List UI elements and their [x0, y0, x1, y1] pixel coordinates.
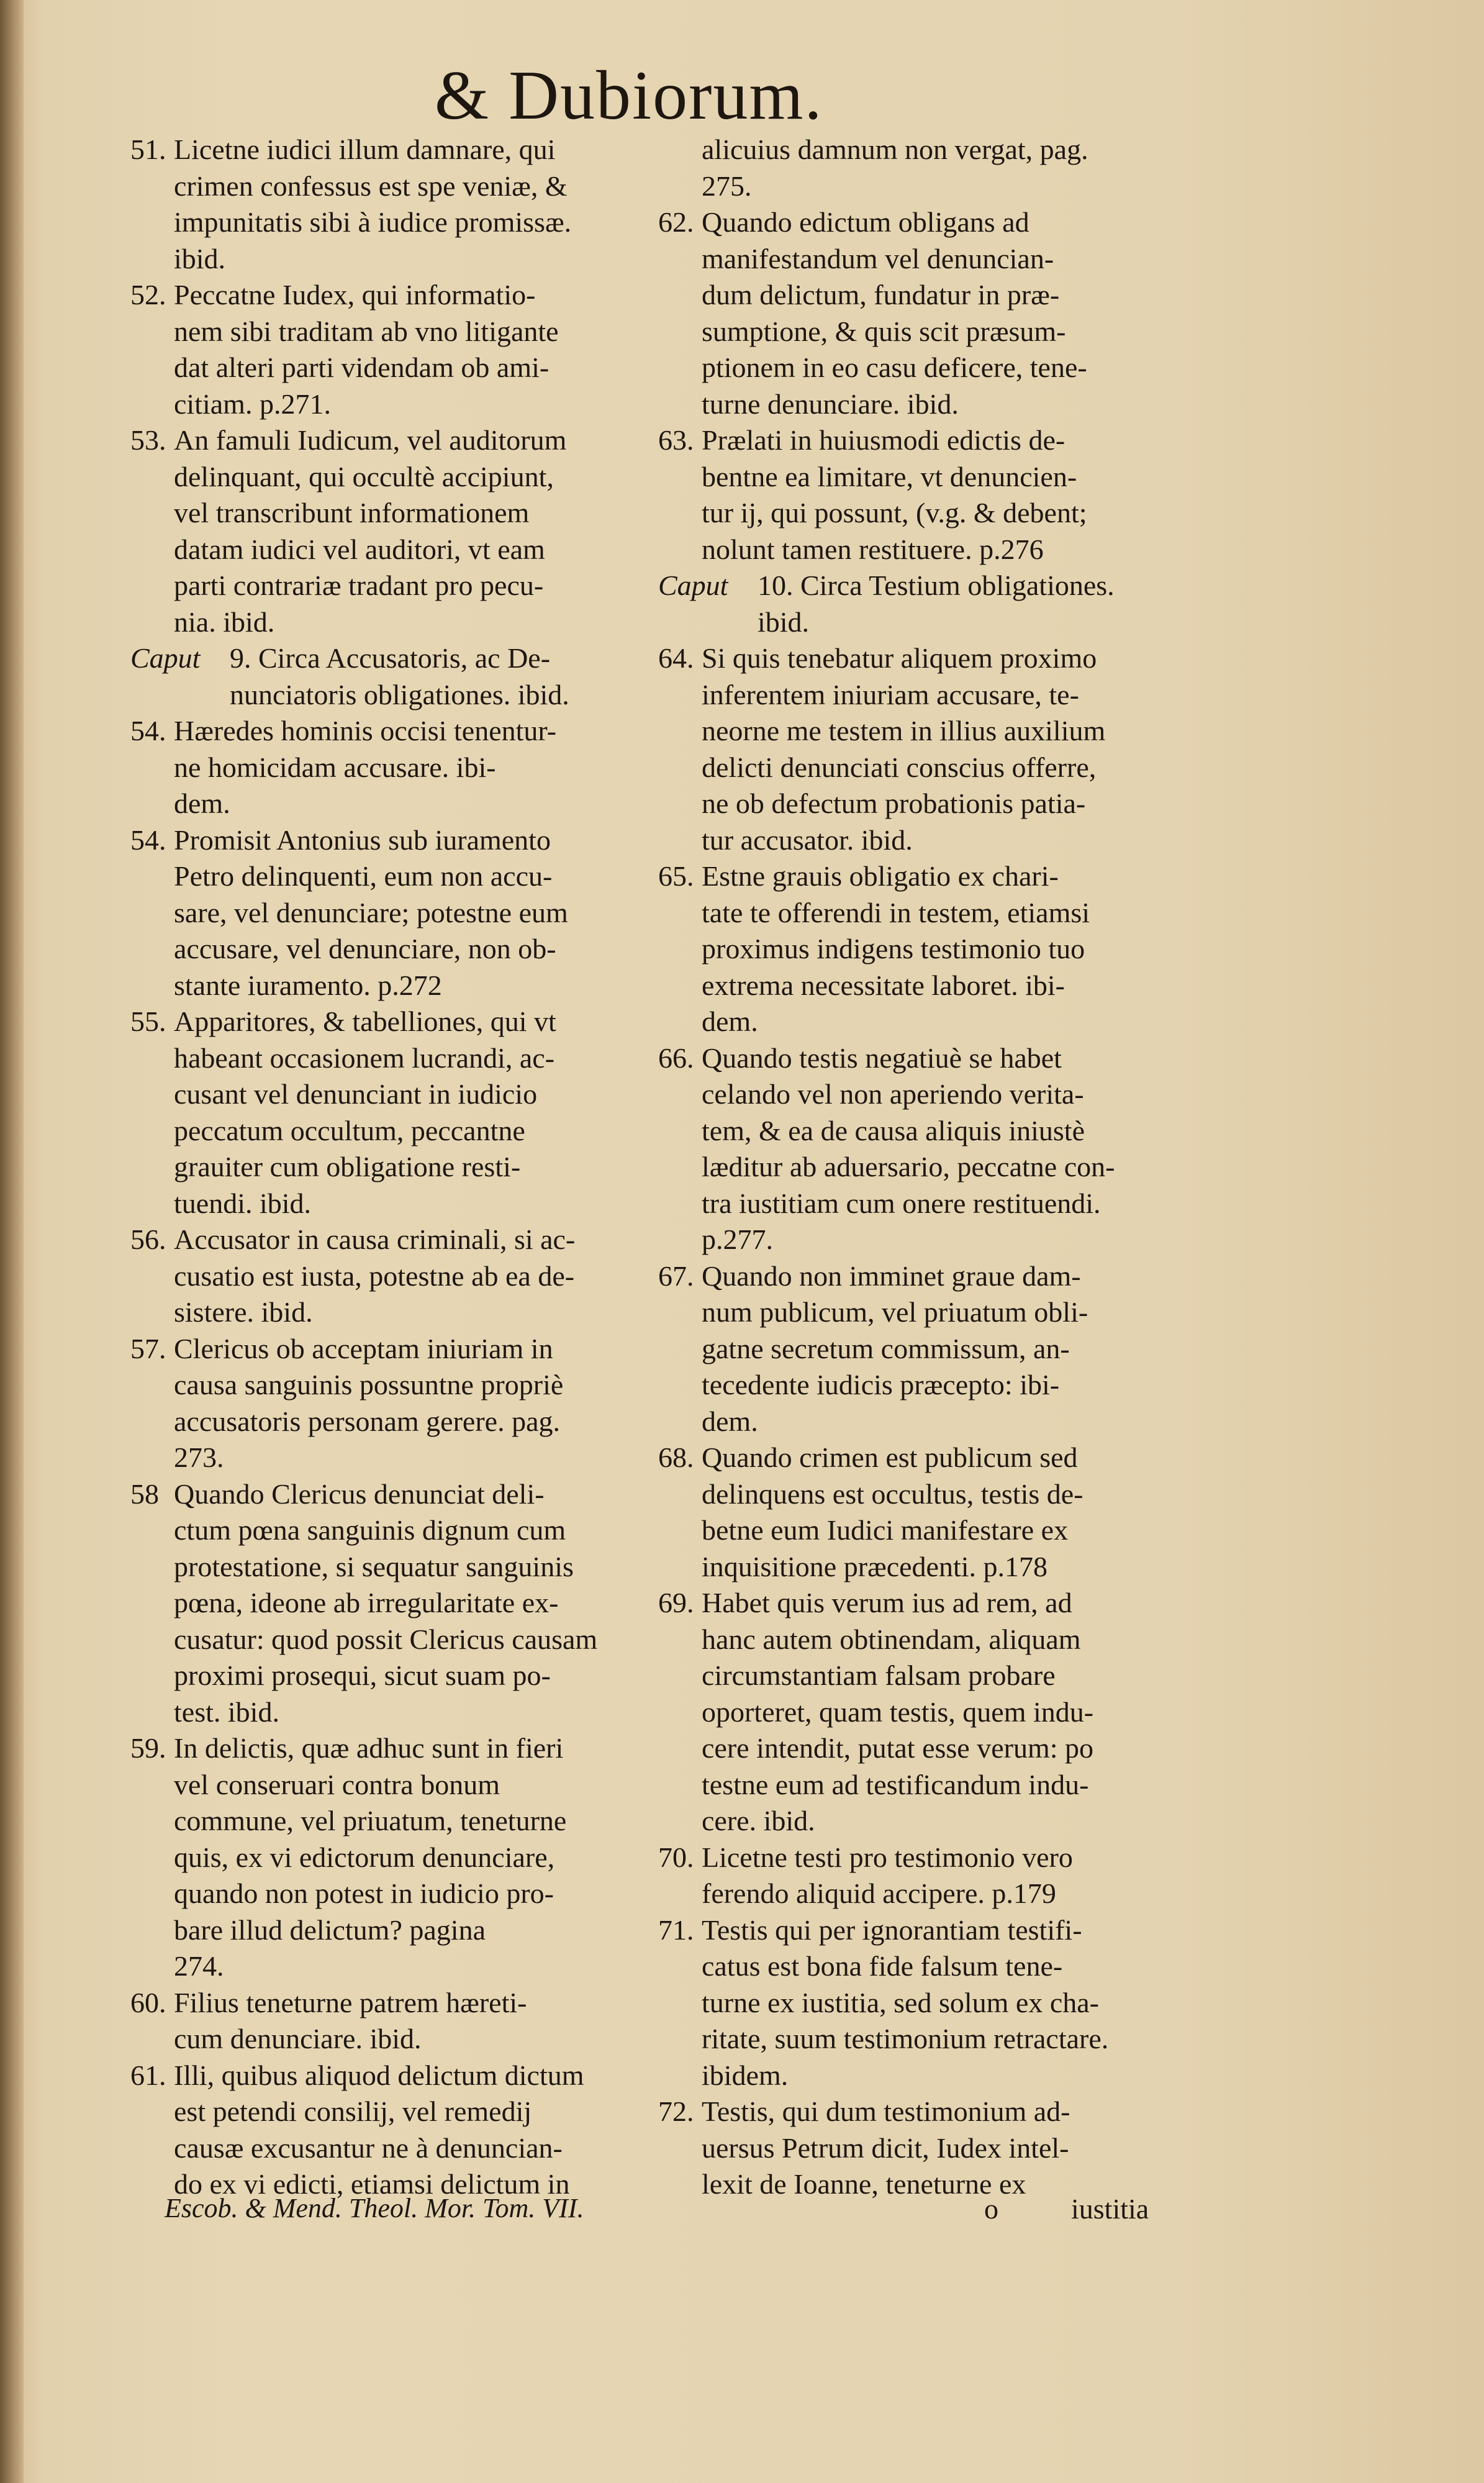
footer-signature-line: Escob. & Mend. Theol. Mor. Tom. VII. — [165, 2193, 584, 2223]
entry-line: ibidem. — [702, 2059, 789, 2091]
left-column — [130, 132, 627, 2203]
entry-line: bare illud delictum? pagina — [174, 1913, 486, 1946]
index-entry — [130, 1476, 627, 1731]
entry-number: 52. — [130, 279, 166, 311]
index-entry — [130, 1730, 627, 1985]
entry-line: habeant occasionem lucrandi, ac- — [174, 1042, 555, 1074]
entry-line: inferentem iniuriam accusare, te- — [702, 678, 1079, 710]
entry-line: stante iuramento. p.272 — [174, 969, 442, 1001]
entry-line: dem. — [174, 788, 230, 819]
entry-line: sare, vel denunciare; potestne eum — [174, 896, 568, 928]
entry-line: Promisit Antonius sub iuramento — [174, 824, 551, 856]
index-entry — [658, 2094, 1155, 2203]
entry-number: 63. — [658, 424, 694, 456]
entry-line: tecedente iudicis præcepto: ibi- — [702, 1369, 1060, 1400]
entry-line: Quando edictum obligans ad — [702, 206, 1029, 238]
entry-line: alicuius damnum non vergat, pag. — [702, 134, 1088, 165]
entry-line: In delictis, quæ adhuc sunt in fieri — [174, 1732, 564, 1764]
entry-line: vel transcribunt informationem — [174, 497, 530, 529]
index-entry — [130, 822, 627, 1004]
entry-line: proximi prosequi, sicut suam po- — [174, 1659, 551, 1691]
entry-line: Licetne iudici illum damnare, qui — [174, 134, 556, 165]
entry-line: Quando non imminet graue dam- — [702, 1260, 1081, 1292]
index-entry — [658, 1440, 1155, 1585]
entry-line: cere. ibid. — [702, 1805, 815, 1836]
entry-line: cusatio est iusta, potestne ab ea de- — [174, 1260, 575, 1292]
index-entry — [130, 1222, 627, 1331]
entry-number: 68. — [658, 1441, 694, 1473]
entry-line: 275. — [702, 170, 752, 202]
index-entry — [130, 1331, 627, 1476]
entry-number: 64. — [658, 642, 694, 674]
entry-line: accusatoris personam gerere. pag. — [174, 1405, 560, 1437]
entry-line: 273. — [174, 1441, 224, 1473]
catchword: iustitia — [1071, 2193, 1149, 2225]
entry-line: quando non potest in iudicio pro- — [174, 1877, 554, 1909]
entry-line: Hæredes hominis occisi tenentur- — [174, 715, 557, 747]
running-header: & Dubiorum. — [435, 57, 823, 134]
entry-line: catus est bona fide falsum tene- — [702, 1950, 1063, 1982]
entry-line: p.277. — [702, 1223, 773, 1255]
entry-line: Estne grauis obligatio ex chari- — [702, 860, 1059, 892]
entry-line: Clericus ob acceptam iniuriam in — [174, 1332, 553, 1364]
entry-line: An famuli Iudicum, vel auditorum — [174, 424, 567, 456]
entry-line: delinquant, qui occultè accipiunt, — [174, 460, 554, 493]
entry-line: vel conseruari contra bonum — [174, 1768, 500, 1800]
index-entry — [130, 1985, 627, 2058]
index-entry — [658, 640, 1155, 858]
entry-line: ctum pœna sanguinis dignum cum — [174, 1514, 566, 1546]
entry-number: 66. — [658, 1042, 694, 1074]
entry-line: protestatione, si sequatur sanguinis — [174, 1550, 574, 1582]
entry-line: crimen confessus est spe veniæ, & — [174, 170, 568, 202]
entry-line: turne ex iustitia, sed solum ex cha- — [702, 1986, 1100, 2018]
entry-number: 61. — [130, 2059, 166, 2091]
index-entry — [658, 568, 1155, 640]
entry-line: test. ibid. — [174, 1695, 279, 1728]
entry-number: 54. — [130, 715, 166, 747]
entry-line: dum delictum, fundatur in præ- — [702, 279, 1060, 311]
entry-line: uersus Petrum dicit, Iudex intel- — [702, 2131, 1069, 2164]
entry-line: Si quis tenebatur aliquem proximo — [702, 642, 1097, 674]
entry-line: læditur ab aduersario, peccatne con- — [702, 1151, 1115, 1182]
index-entry — [130, 422, 627, 640]
entry-line: peccatum occultum, peccantne — [174, 1114, 525, 1146]
entry-line: Apparitores, & tabelliones, qui vt — [174, 1005, 556, 1037]
entry-line: nia. ibid. — [174, 606, 275, 638]
index-entry — [130, 1004, 627, 1222]
index-entry — [658, 422, 1155, 568]
entry-line: citiam. p.271. — [174, 388, 331, 420]
entry-number: 51. — [130, 134, 166, 165]
index-entry — [658, 132, 1155, 204]
entry-number: 70. — [658, 1841, 694, 1873]
entry-line: circumstantiam falsam probare — [702, 1659, 1056, 1691]
entry-line: 9. Circa Accusatoris, ac De- — [230, 642, 551, 674]
entry-line: ibid. — [758, 606, 810, 638]
entry-line: bentne ea limitare, vt denuncien- — [702, 460, 1077, 493]
entry-line: commune, vel priuatum, teneturne — [174, 1805, 567, 1836]
page-gutter — [0, 0, 24, 2483]
entry-line: Habet quis verum ius ad rem, ad — [702, 1587, 1072, 1618]
entry-number: 62. — [658, 206, 694, 238]
entry-line: Filius teneturne patrem hæreti- — [174, 1986, 527, 2018]
entry-line: grauiter cum obligatione resti- — [174, 1151, 521, 1182]
index-entry — [658, 1040, 1155, 1258]
index-entry — [130, 2058, 627, 2203]
entry-line: tra iustitiam cum onere restituendi. — [702, 1187, 1101, 1219]
entry-line: extrema necessitate laboret. ibi- — [702, 969, 1065, 1001]
entry-number: 71. — [658, 1913, 694, 1946]
entry-number: 59. — [130, 1732, 166, 1764]
entry-number: 53. — [130, 424, 166, 456]
entry-line: do ex vi edicti, etiamsi delictum in — [174, 2168, 570, 2200]
entry-line: Testis qui per ignorantiam testifi- — [702, 1913, 1082, 1946]
right-column — [658, 132, 1155, 2203]
entry-number: 65. — [658, 860, 694, 892]
index-entry — [130, 277, 627, 422]
entry-line: nunciatoris obligationes. ibid. — [230, 678, 569, 710]
entry-line: ferendo aliquid accipere. p.179 — [702, 1877, 1056, 1909]
entry-number: 67. — [658, 1260, 694, 1292]
entry-line: nolunt tamen restituere. p.276 — [702, 533, 1044, 565]
entry-number: 57. — [130, 1332, 166, 1364]
entry-line: Quando crimen est publicum sed — [702, 1441, 1078, 1473]
index-entry — [130, 640, 627, 713]
entry-line: causa sanguinis possuntne propriè — [174, 1369, 564, 1400]
entry-line: nem sibi traditam ab vno litigante — [174, 315, 559, 347]
chapter-label: Caput — [130, 642, 201, 674]
entry-line: proximus indigens testimonio tuo — [702, 933, 1085, 965]
index-entry — [658, 858, 1155, 1040]
entry-line: ptionem in eo casu deficere, tene- — [702, 352, 1087, 383]
entry-line: cum denunciare. ibid. — [174, 2023, 422, 2054]
entry-line: impunitatis sibi à iudice promissæ. — [174, 206, 572, 238]
index-entry — [658, 1840, 1155, 1912]
index-entry — [130, 132, 627, 277]
entry-line: datam iudici vel auditori, vt eam — [174, 533, 545, 565]
entry-line: testne eum ad testificandum indu- — [702, 1768, 1089, 1800]
entry-line: tuendi. ibid. — [174, 1187, 312, 1219]
entry-line: tem, & ea de causa aliquis iniustè — [702, 1114, 1085, 1146]
entry-line: accusare, vel denunciare, non ob- — [174, 933, 556, 965]
index-entry — [658, 1585, 1155, 1840]
entry-line: Accusator in causa criminali, si ac- — [174, 1223, 576, 1255]
entry-line: neorne me testem in illius auxilium — [702, 715, 1106, 747]
entry-line: Testis, qui dum testimonium ad- — [702, 2095, 1070, 2127]
entry-line: cusatur: quod possit Clericus causam — [174, 1623, 598, 1655]
index-entry — [658, 1258, 1155, 1440]
entry-line: lexit de Ioanne, teneturne ex — [702, 2168, 1026, 2200]
entry-number: 55. — [130, 1005, 166, 1037]
entry-line: tate te offerendi in testem, etiamsi — [702, 896, 1090, 928]
entry-line: Quando Clericus denunciat deli- — [174, 1478, 545, 1510]
entry-line: pœna, ideone ab irregularitate ex- — [174, 1587, 559, 1618]
entry-number: 60. — [130, 1986, 166, 2018]
entry-line: tur accusator. ibid. — [702, 824, 913, 856]
entry-line: ibid. — [174, 242, 226, 275]
entry-line: 274. — [174, 1950, 224, 1982]
entry-line: manifestandum vel denuncian- — [702, 242, 1054, 275]
entry-line: Illi, quibus aliquod delictum dictum — [174, 2059, 584, 2091]
entry-line: parti contrariæ tradant pro pecu- — [174, 570, 544, 601]
entry-line: hanc autem obtinendam, aliquam — [702, 1623, 1081, 1655]
entry-number: 54. — [130, 824, 166, 856]
entry-line: betne eum Iudici manifestare ex — [702, 1514, 1069, 1546]
entry-line: celando vel non aperiendo verita- — [702, 1078, 1084, 1110]
entry-line: causæ excusantur ne à denuncian- — [174, 2131, 563, 2164]
entry-line: dem. — [702, 1005, 758, 1037]
entry-line: cere intendit, putat esse verum: po — [702, 1732, 1094, 1764]
index-entry — [658, 1912, 1155, 2094]
entry-line: delinquens est occultus, testis de- — [702, 1478, 1084, 1510]
entry-line: turne denunciare. ibid. — [702, 388, 959, 420]
entry-line: ne homicidam accusare. ibi- — [174, 751, 496, 783]
entry-line: dat alteri parti videndam ob ami- — [174, 352, 550, 383]
entry-line: Peccatne Iudex, qui informatio- — [174, 279, 536, 311]
entry-line: Petro delinquenti, eum non accu- — [174, 860, 553, 892]
chapter-label: Caput — [658, 570, 728, 601]
entry-line: sistere. ibid. — [174, 1296, 313, 1328]
entry-number: 72. — [658, 2095, 694, 2127]
entry-line: oporteret, quam testis, quem indu- — [702, 1695, 1094, 1728]
entry-line: est petendi consilij, vel remedij — [174, 2095, 532, 2127]
entry-line: num publicum, vel priuatum obli- — [702, 1296, 1088, 1328]
entry-line: ne ob defectum probationis patia- — [702, 788, 1086, 819]
entry-line: Prælati in huiusmodi edictis de- — [702, 424, 1065, 456]
entry-number: 56. — [130, 1223, 166, 1255]
entry-line: dem. — [702, 1405, 758, 1437]
entry-line: sumptione, & quis scit præsum- — [702, 315, 1066, 347]
entry-line: gatne secretum commissum, an- — [702, 1332, 1070, 1364]
index-entry — [130, 713, 627, 822]
entry-line: cusant vel denunciant in iudicio — [174, 1078, 538, 1110]
entry-line: 10. Circa Testium obligationes. — [758, 570, 1115, 601]
entry-line: Licetne testi pro testimonio vero — [702, 1841, 1073, 1873]
entry-line: delicti denunciati conscius offerre, — [702, 751, 1097, 783]
entry-line: tur ij, qui possunt, (v.g. & debent; — [702, 497, 1087, 529]
signature-mark: o — [984, 2193, 998, 2225]
index-entry — [658, 204, 1155, 422]
entry-line: quis, ex vi edictorum denunciare, — [174, 1841, 555, 1873]
entry-line: Quando testis negatiuè se habet — [702, 1042, 1062, 1074]
entry-number: 69. — [658, 1587, 694, 1618]
entry-line: ritate, suum testimonium retractare. — [702, 2023, 1109, 2054]
entry-number: 58 — [130, 1478, 159, 1510]
entry-line: inquisitione præcedenti. p.178 — [702, 1550, 1048, 1582]
